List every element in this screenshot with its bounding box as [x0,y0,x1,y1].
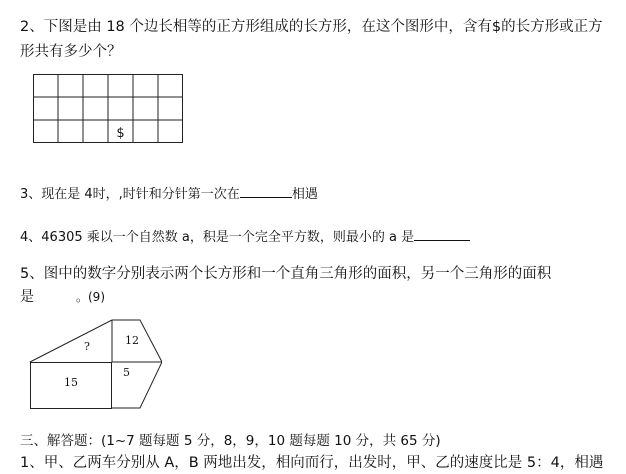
section3-heading: 三、解答题：(1~7 题每题 5 分，8，9，10 题每题 10 分，共 65 分) [20,433,441,449]
q5-line1: 5、图中的数字分别表示两个长方形和一个直角三角形的面积，另一个三角形的面积 [20,266,552,282]
q5-text-a: 是 [20,289,34,305]
area-figure [22,318,162,410]
q4-line [20,226,470,247]
label-top-right: 12 [125,334,139,347]
q2-line1: 2、下图是由 18 个边长相等的正方形组成的长方形，在这个图形中，含有$的长方形或正方 [20,19,603,35]
q3-text-after: 相遇 [291,187,318,202]
q3-answer-blank [240,183,292,198]
q2-line2: 形共有多少个？ [20,44,122,60]
grid-figure [33,74,183,143]
q3-line [20,183,318,204]
grid-dollar-symbol: $ [116,126,125,141]
q4-answer-blank [414,226,470,241]
q4-text: 4、46305 乘以一个自然数 a，积是一个完全平方数，则最小的 a 是 [20,230,415,245]
label-triangle: 5 [123,366,130,379]
q5-line2 [20,288,105,306]
section3-q1: 1、甲、乙两车分别从 A，B 两地出发，相向而行，出发时，甲、乙的速度比是 5：4，相遇 [20,455,604,471]
q3-text: 3、现在是 4时，,时针和分针第一次在 [20,187,240,202]
label-bottom-left: 15 [64,376,78,389]
label-question: ? [84,340,90,353]
q5-text-b: 。(9) [76,290,105,304]
